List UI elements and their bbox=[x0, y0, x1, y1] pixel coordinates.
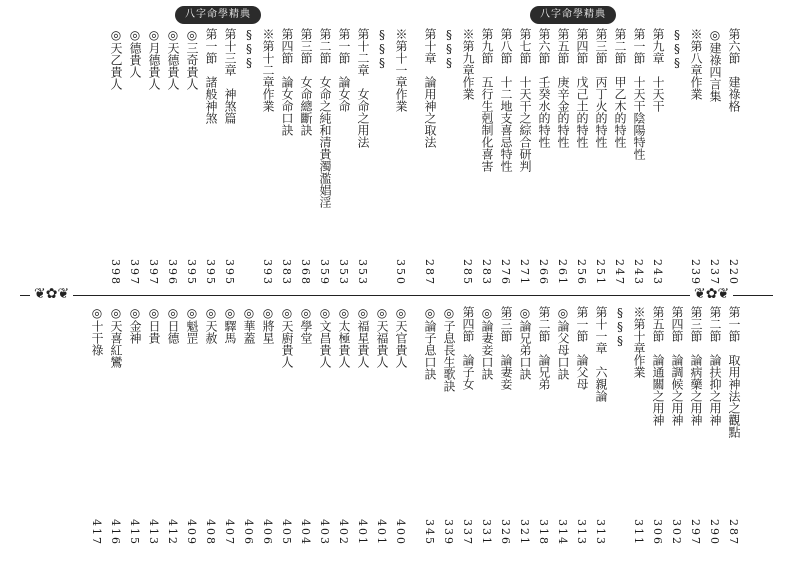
toc-entry bbox=[534, 28, 553, 286]
toc-entry-page: 256 bbox=[575, 259, 588, 286]
toc-entry-title: ◎天乙貴人 bbox=[109, 28, 123, 90]
toc-entry-page: 400 bbox=[394, 519, 407, 546]
toc-entry-title: 第七節 十天干之綜合研判 bbox=[518, 28, 532, 172]
toc-entry-title: ◎天喜紅鸞 bbox=[109, 306, 123, 368]
toc-entry-page: 318 bbox=[537, 519, 550, 546]
toc-entry-title: ◎論父母口訣 bbox=[556, 306, 570, 380]
toc-entry-title: ※第十一章作業 bbox=[394, 28, 408, 112]
toc-entry-title: 第一節 論父母 bbox=[575, 306, 589, 390]
toc-entry-page: 395 bbox=[185, 259, 198, 286]
toc-entry bbox=[353, 28, 372, 286]
toc-entry-page: 353 bbox=[356, 259, 369, 286]
toc-entry bbox=[125, 28, 144, 286]
toc-entry-title: ◎魁罡 bbox=[185, 306, 199, 344]
toc-entry-title: 第二節 女命之純和清貴濁濫娼淫 bbox=[318, 28, 332, 208]
toc-entry bbox=[705, 306, 724, 546]
toc-entry bbox=[610, 306, 629, 546]
toc-entry-title: ◎福星貴人 bbox=[356, 306, 370, 368]
toc-entry bbox=[239, 306, 258, 546]
toc-entry-title: 第四節 論子女 bbox=[461, 306, 475, 390]
toc-entry-page: 313 bbox=[575, 519, 588, 546]
toc-entry-title: 第一節 論女命 bbox=[337, 28, 351, 112]
toc-entry bbox=[534, 306, 553, 546]
toc-entry-title: ◎三奇貴人 bbox=[185, 28, 199, 90]
toc-entry bbox=[458, 306, 477, 546]
toc-entry-title: ◎天德貴人 bbox=[166, 28, 180, 90]
toc-entry bbox=[420, 306, 439, 546]
toc-entry-title: 第一節 取用神法之觀點 bbox=[727, 306, 741, 438]
toc-top-columns bbox=[106, 28, 743, 286]
toc-entry-title: 第五節 論通關之用神 bbox=[651, 306, 665, 426]
toc-entry-page: 321 bbox=[518, 519, 531, 546]
toc-entry bbox=[648, 28, 667, 286]
toc-entry-page: 302 bbox=[670, 519, 683, 546]
toc-entry bbox=[420, 28, 439, 286]
toc-entry-title: 第四節 論女命口訣 bbox=[280, 28, 294, 136]
toc-entry-title: ◎十干祿 bbox=[90, 306, 104, 356]
toc-entry bbox=[201, 28, 220, 286]
toc-entry-title: ◎論妻妾口訣 bbox=[480, 306, 494, 380]
toc-entry-title: ◎金神 bbox=[128, 306, 142, 344]
toc-entry-page: 403 bbox=[318, 519, 331, 546]
toc-entry-page: 339 bbox=[442, 519, 455, 546]
toc-entry bbox=[296, 306, 315, 546]
toc-entry bbox=[391, 28, 410, 286]
toc-entry-title: 第十一章 六親論 bbox=[594, 306, 608, 402]
toc-entry bbox=[629, 28, 648, 286]
toc-entry-page: 287 bbox=[423, 259, 436, 286]
toc-entry-page: 345 bbox=[423, 519, 436, 546]
toc-entry-page: 395 bbox=[204, 259, 217, 286]
toc-bottom-columns bbox=[87, 306, 743, 546]
toc-entry-title: ◎日貴 bbox=[147, 306, 161, 344]
toc-entry-page: 396 bbox=[166, 259, 179, 286]
toc-entry bbox=[686, 306, 705, 546]
toc-entry bbox=[686, 28, 705, 286]
ornament-left-icon: ❦✿❦ bbox=[30, 287, 73, 301]
toc-entry-title: 第六節 壬癸水的特性 bbox=[537, 28, 551, 148]
toc-entry-page: 326 bbox=[499, 519, 512, 546]
toc-entry-page: 237 bbox=[708, 259, 721, 286]
toc-entry-title: 第四節 論調候之用神 bbox=[670, 306, 684, 426]
toc-entry bbox=[353, 306, 372, 546]
ornament-right-icon: ❦✿❦ bbox=[690, 287, 733, 301]
toc-entry-page: 401 bbox=[375, 519, 388, 546]
toc-entry-title: 第九節 五行生剋制化喜害 bbox=[480, 28, 494, 172]
toc-entry-page: 417 bbox=[90, 519, 103, 546]
toc-entry bbox=[667, 306, 686, 546]
toc-entry bbox=[144, 28, 163, 286]
toc-entry-page: 239 bbox=[689, 259, 702, 286]
toc-entry-page: 247 bbox=[613, 259, 626, 286]
toc-entry-page: 402 bbox=[337, 519, 350, 546]
toc-entry bbox=[667, 28, 686, 286]
toc-entry-page: 266 bbox=[537, 259, 550, 286]
toc-entry-title: §§§ bbox=[670, 28, 684, 70]
toc-entry-title: 第三節 丙丁火的特性 bbox=[594, 28, 608, 148]
toc-entry bbox=[439, 306, 458, 546]
toc-entry bbox=[458, 28, 477, 286]
toc-entry-title: 第五節 庚辛金的特性 bbox=[556, 28, 570, 148]
toc-entry-title: ◎月德貴人 bbox=[147, 28, 161, 90]
toc-entry-title: §§§ bbox=[242, 28, 256, 70]
toc-entry-title: ◎論子息口訣 bbox=[423, 306, 437, 380]
toc-entry bbox=[106, 28, 125, 286]
toc-entry bbox=[334, 28, 353, 286]
toc-entry-page: 406 bbox=[261, 519, 274, 546]
toc-entry bbox=[553, 28, 572, 286]
toc-entry-title: ◎文昌貴人 bbox=[318, 306, 332, 368]
toc-entry bbox=[163, 28, 182, 286]
toc-entry-title: 第二節 論扶抑之用神 bbox=[708, 306, 722, 426]
toc-entry bbox=[610, 28, 629, 286]
toc-entry-title: ◎學堂 bbox=[299, 306, 313, 344]
toc-entry-page: 406 bbox=[242, 519, 255, 546]
toc-entry-page: 413 bbox=[147, 519, 160, 546]
toc-entry-title: §§§ bbox=[442, 28, 456, 70]
toc-entry bbox=[591, 306, 610, 546]
toc-entry bbox=[591, 28, 610, 286]
toc-entry-title: ◎太極貴人 bbox=[337, 306, 351, 368]
toc-entry-page: 359 bbox=[318, 259, 331, 286]
toc-entry bbox=[201, 306, 220, 546]
toc-entry-title: ◎天福貴人 bbox=[375, 306, 389, 368]
toc-entry-page: 283 bbox=[480, 259, 493, 286]
toc-entry-page: 314 bbox=[556, 519, 569, 546]
toc-entry bbox=[724, 28, 743, 286]
header-title-left: 八字命學精典 bbox=[175, 6, 261, 24]
toc-entry-page: 353 bbox=[337, 259, 350, 286]
toc-entry-page: 397 bbox=[128, 259, 141, 286]
toc-entry bbox=[258, 28, 277, 286]
toc-entry bbox=[629, 306, 648, 546]
toc-entry-page: 220 bbox=[727, 259, 740, 286]
toc-entry-title: 第二節 論兄弟 bbox=[537, 306, 551, 390]
toc-entry-page: 405 bbox=[280, 519, 293, 546]
toc-entry bbox=[572, 306, 591, 546]
toc-entry-title: ◎子息長生歌訣 bbox=[442, 306, 456, 392]
toc-entry-title: ※第九章作業 bbox=[461, 28, 475, 100]
toc-entry bbox=[572, 28, 591, 286]
toc-entry-page: 311 bbox=[632, 519, 645, 546]
toc-entry-title: ◎將星 bbox=[261, 306, 275, 344]
toc-entry-title: 第十章 論用神之取法 bbox=[423, 28, 437, 148]
toc-top-section bbox=[0, 28, 793, 286]
toc-entry-page: 415 bbox=[128, 519, 141, 546]
toc-entry-title: 第九章 十天干 bbox=[651, 28, 665, 112]
toc-entry-page: 393 bbox=[261, 259, 274, 286]
toc-entry bbox=[277, 28, 296, 286]
toc-entry-page: 276 bbox=[499, 259, 512, 286]
toc-entry bbox=[258, 306, 277, 546]
toc-entry-title: 第六節 建祿格 bbox=[727, 28, 741, 112]
toc-entry-title: ※第十二章作業 bbox=[261, 28, 275, 112]
toc-entry bbox=[391, 306, 410, 546]
toc-entry bbox=[515, 306, 534, 546]
toc-entry bbox=[496, 306, 515, 546]
toc-entry bbox=[315, 306, 334, 546]
toc-entry-page: 397 bbox=[147, 259, 160, 286]
toc-entry-page: 290 bbox=[708, 519, 721, 546]
toc-entry bbox=[125, 306, 144, 546]
toc-entry bbox=[87, 306, 106, 546]
toc-entry-page: 261 bbox=[556, 259, 569, 286]
section-divider bbox=[20, 295, 773, 296]
toc-entry-title: ◎日德 bbox=[166, 306, 180, 344]
toc-entry-page: 383 bbox=[280, 259, 293, 286]
toc-entry-page: 337 bbox=[461, 519, 474, 546]
toc-entry-page: 306 bbox=[651, 519, 664, 546]
toc-entry-page: 297 bbox=[689, 519, 702, 546]
toc-entry-page: 416 bbox=[109, 519, 122, 546]
toc-entry-page: 271 bbox=[518, 259, 531, 286]
toc-entry bbox=[144, 306, 163, 546]
toc-entry-title: 第一節 十天干陰陽特性 bbox=[632, 28, 646, 160]
toc-entry-title: 第八節 十二地支喜忌特性 bbox=[499, 28, 513, 172]
toc-entry-title: ◎天官貴人 bbox=[394, 306, 408, 368]
toc-entry-page: 331 bbox=[480, 519, 493, 546]
toc-entry-title: ◎驛馬 bbox=[223, 306, 237, 344]
toc-entry bbox=[553, 306, 572, 546]
toc-entry bbox=[334, 306, 353, 546]
toc-entry bbox=[477, 306, 496, 546]
toc-entry-title: §§§ bbox=[613, 306, 627, 348]
toc-entry-title: ※第八章作業 bbox=[689, 28, 703, 100]
toc-entry-page: 412 bbox=[166, 519, 179, 546]
toc-entry bbox=[163, 306, 182, 546]
toc-bottom-section bbox=[0, 306, 793, 546]
toc-entry-title: ◎論兄弟口訣 bbox=[518, 306, 532, 380]
toc-entry-page: 350 bbox=[394, 259, 407, 286]
toc-entry bbox=[439, 28, 458, 286]
toc-entry-title: ◎天赦 bbox=[204, 306, 218, 344]
toc-entry-title: §§§ bbox=[375, 28, 389, 70]
toc-entry-page: 407 bbox=[223, 519, 236, 546]
toc-entry-title: 第十二章 女命之用法 bbox=[356, 28, 370, 148]
toc-entry bbox=[477, 28, 496, 286]
toc-entry-page: 398 bbox=[109, 259, 122, 286]
toc-entry bbox=[315, 28, 334, 286]
toc-entry-title: 第十三章 神煞篇 bbox=[223, 28, 237, 124]
toc-entry-page: 368 bbox=[299, 259, 312, 286]
toc-entry bbox=[220, 28, 239, 286]
toc-entry-title: 第二節 甲乙木的特性 bbox=[613, 28, 627, 148]
toc-entry-title: 第一節 諸般神煞 bbox=[204, 28, 218, 124]
toc-entry bbox=[182, 28, 201, 286]
toc-entry bbox=[410, 28, 420, 286]
toc-entry-title: 第三節 論病藥之用神 bbox=[689, 306, 703, 426]
toc-entry-page: 409 bbox=[185, 519, 198, 546]
toc-entry-page: 395 bbox=[223, 259, 236, 286]
toc-entry-page: 313 bbox=[594, 519, 607, 546]
toc-entry bbox=[705, 28, 724, 286]
header-title-right: 八字命學精典 bbox=[530, 6, 616, 24]
toc-entry bbox=[410, 306, 420, 546]
toc-entry-page: 243 bbox=[632, 259, 645, 286]
toc-entry bbox=[648, 306, 667, 546]
toc-entry-title: ◎德貴人 bbox=[128, 28, 142, 78]
toc-entry-page: 401 bbox=[356, 519, 369, 546]
toc-entry bbox=[372, 306, 391, 546]
toc-entry-page: 404 bbox=[299, 519, 312, 546]
toc-entry bbox=[106, 306, 125, 546]
toc-entry-title: 第三節 女命總斷訣 bbox=[299, 28, 313, 136]
toc-entry-title: 第四節 戊己土的特性 bbox=[575, 28, 589, 148]
toc-entry bbox=[515, 28, 534, 286]
toc-entry-title: 第三節 論妻妾 bbox=[499, 306, 513, 390]
toc-entry-title: ※第十章作業 bbox=[632, 306, 646, 378]
toc-entry-title: ◎天廚貴人 bbox=[280, 306, 294, 368]
toc-entry-title: ◎建祿四言集 bbox=[708, 28, 722, 102]
toc-entry-page: 408 bbox=[204, 519, 217, 546]
toc-entry-page: 287 bbox=[727, 519, 740, 546]
toc-entry-page: 243 bbox=[651, 259, 664, 286]
toc-entry bbox=[296, 28, 315, 286]
toc-entry-page: 251 bbox=[594, 259, 607, 286]
toc-entry bbox=[277, 306, 296, 546]
toc-entry bbox=[496, 28, 515, 286]
toc-entry bbox=[220, 306, 239, 546]
toc-entry-title: ◎華蓋 bbox=[242, 306, 256, 344]
toc-entry bbox=[372, 28, 391, 286]
toc-entry-page: 285 bbox=[461, 259, 474, 286]
toc-entry bbox=[239, 28, 258, 286]
toc-entry bbox=[182, 306, 201, 546]
toc-entry bbox=[724, 306, 743, 546]
